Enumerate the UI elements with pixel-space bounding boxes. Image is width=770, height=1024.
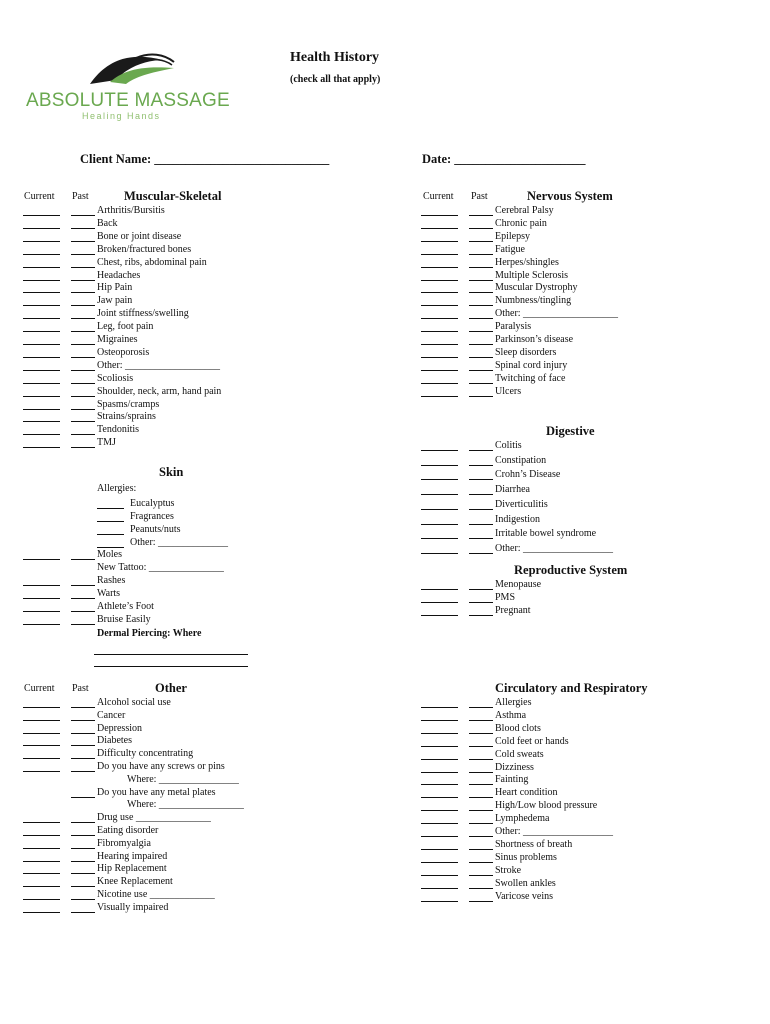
current-checkbox-blank[interactable]	[23, 421, 60, 422]
condition-label: Epilepsy	[495, 230, 530, 242]
past-checkbox-blank[interactable]	[71, 434, 95, 435]
past-checkbox-blank[interactable]	[71, 228, 95, 229]
section-title-musculoskeletal: Muscular-Skeletal	[124, 189, 222, 203]
past-checkbox-blank[interactable]	[469, 759, 493, 760]
current-checkbox-blank[interactable]	[421, 553, 458, 554]
condition-label: Do you have any screws or pins	[97, 761, 225, 772]
condition-label: Diverticulitis	[495, 498, 548, 510]
condition-label: Spasms/cramps	[97, 398, 160, 410]
condition-label: Cold feet or hands	[495, 735, 569, 747]
current-checkbox-blank[interactable]	[421, 759, 458, 760]
condition-label: Where: _________________	[127, 799, 244, 811]
past-checkbox-blank[interactable]	[71, 305, 95, 306]
current-checkbox-blank[interactable]	[23, 771, 60, 772]
condition-label: Bone or joint disease	[97, 230, 182, 242]
condition-label: Multiple Sclerosis	[495, 269, 569, 281]
past-checkbox-blank[interactable]	[469, 733, 493, 734]
current-checkbox-blank[interactable]	[421, 509, 458, 510]
current-checkbox-blank[interactable]	[23, 835, 60, 836]
past-checkbox-blank[interactable]	[71, 886, 95, 887]
current-checkbox-blank[interactable]	[421, 849, 458, 850]
condition-label: Blood clots	[495, 722, 541, 734]
past-checkbox-blank[interactable]	[469, 465, 493, 466]
current-checkbox-blank[interactable]	[23, 370, 60, 371]
allergy-label: Other: ______________	[130, 537, 229, 548]
past-checkbox-blank[interactable]	[71, 624, 95, 625]
condition-label: PMS	[495, 591, 516, 603]
current-checkbox-blank[interactable]	[23, 318, 60, 319]
condition-label: Difficulty concentrating	[97, 748, 194, 760]
piercing-blank-1[interactable]	[94, 654, 248, 655]
current-checkbox-blank[interactable]	[23, 305, 60, 306]
condition-label: Athlete’s Foot	[97, 601, 154, 612]
past-checkbox-blank[interactable]	[469, 810, 493, 811]
past-checkbox-blank[interactable]	[469, 849, 493, 850]
current-checkbox-blank[interactable]	[23, 848, 60, 849]
past-checkbox-blank[interactable]	[71, 344, 95, 345]
condition-label: Numbness/tingling	[495, 295, 572, 307]
past-checkbox-blank[interactable]	[71, 383, 95, 384]
current-checkbox-blank[interactable]	[421, 524, 458, 525]
current-checkbox-blank[interactable]	[23, 559, 60, 560]
current-checkbox-blank[interactable]	[421, 465, 458, 466]
condition-label: Diarrhea	[495, 484, 530, 496]
dermal-piercing-label: Dermal Piercing: Where	[97, 628, 202, 639]
allergy-label: Peanuts/nuts	[130, 524, 181, 535]
past-checkbox-blank[interactable]	[469, 494, 493, 495]
current-checkbox-blank[interactable]	[421, 241, 458, 242]
condition-label: Leg, foot pain	[97, 321, 154, 333]
current-checkbox-blank[interactable]	[421, 810, 458, 811]
past-checkbox-blank[interactable]	[469, 836, 493, 837]
condition-label: Asthma	[495, 709, 527, 721]
condition-label: Bruise Easily	[97, 614, 151, 625]
condition-label: Lymphedema	[495, 813, 550, 825]
past-checkbox-blank[interactable]	[469, 344, 493, 345]
condition-label: Constipation	[495, 454, 547, 466]
past-checkbox-blank[interactable]	[469, 254, 493, 255]
current-checkbox-blank[interactable]	[23, 707, 60, 708]
current-checkbox-blank[interactable]	[23, 912, 60, 913]
condition-label: Cancer	[97, 709, 126, 721]
condition-label: Herpes/shingles	[495, 256, 559, 268]
current-checkbox-blank[interactable]	[421, 292, 458, 293]
condition-label: Colitis	[495, 440, 522, 451]
past-checkbox-blank[interactable]	[469, 823, 493, 824]
current-checkbox-blank[interactable]	[23, 215, 60, 216]
current-checkbox-blank[interactable]	[421, 888, 458, 889]
current-checkbox-blank[interactable]	[421, 357, 458, 358]
condition-label: Indigestion	[495, 513, 540, 525]
current-checkbox-blank[interactable]	[23, 280, 60, 281]
condition-label: Other: ___________________	[495, 308, 619, 320]
current-checkbox-blank[interactable]	[421, 707, 458, 708]
current-column-header: Current	[24, 683, 55, 694]
past-checkbox-blank[interactable]	[469, 318, 493, 319]
condition-label: Diabetes	[97, 735, 132, 747]
past-checkbox-blank[interactable]	[469, 797, 493, 798]
past-checkbox-blank[interactable]	[71, 370, 95, 371]
condition-label: Dizziness	[495, 761, 534, 773]
section-title-nervous-system: Nervous System	[527, 189, 613, 203]
condition-label: Allergies	[495, 697, 532, 708]
current-checkbox-blank[interactable]	[421, 602, 458, 603]
condition-label: Eating disorder	[97, 825, 159, 836]
current-checkbox-blank[interactable]	[23, 886, 60, 887]
current-checkbox-blank[interactable]	[23, 861, 60, 862]
current-checkbox-blank[interactable]	[23, 611, 60, 612]
condition-label: Depression	[97, 722, 142, 734]
company-logo	[26, 50, 230, 125]
past-checkbox-blank[interactable]	[469, 589, 493, 590]
condition-label: Tendonitis	[97, 424, 140, 436]
current-checkbox-blank[interactable]	[23, 396, 60, 397]
past-checkbox-blank[interactable]	[469, 615, 493, 616]
condition-label: Shoulder, neck, arm, hand pain	[97, 385, 222, 397]
condition-label: Jaw pain	[97, 295, 133, 307]
allergies-label: Allergies:	[97, 483, 137, 494]
section-title-skin: Skin	[159, 465, 184, 479]
current-checkbox-blank[interactable]	[421, 862, 458, 863]
current-checkbox-blank[interactable]	[23, 720, 60, 721]
past-checkbox-blank[interactable]	[469, 707, 493, 708]
past-checkbox-blank[interactable]	[71, 215, 95, 216]
current-checkbox-blank[interactable]	[421, 318, 458, 319]
section-title-circulatory: Circulatory and Respiratory	[495, 681, 648, 695]
past-checkbox-blank[interactable]	[71, 409, 95, 410]
past-checkbox-blank[interactable]	[469, 280, 493, 281]
condition-label: Chronic pain	[495, 217, 547, 229]
condition-label: Scoliosis	[97, 372, 134, 384]
current-checkbox-blank[interactable]	[23, 344, 60, 345]
date-field[interactable]: Date: _____________________	[422, 152, 586, 166]
current-checkbox-blank[interactable]	[421, 875, 458, 876]
current-checkbox-blank[interactable]	[421, 589, 458, 590]
current-checkbox-blank[interactable]	[23, 254, 60, 255]
condition-label: Moles	[97, 549, 122, 560]
past-checkbox-blank[interactable]	[71, 421, 95, 422]
past-checkbox-blank[interactable]	[71, 899, 95, 900]
section-title-reproductive: Reproductive System	[514, 563, 628, 577]
condition-label: Hip Replacement	[97, 863, 167, 875]
past-checkbox-blank[interactable]	[71, 267, 95, 268]
current-checkbox-blank[interactable]	[421, 280, 458, 281]
current-checkbox-blank[interactable]	[421, 228, 458, 229]
allergy-label: Eucalyptus	[130, 498, 175, 509]
past-checkbox-blank[interactable]	[469, 784, 493, 785]
past-checkbox-blank[interactable]	[71, 720, 95, 721]
current-checkbox-blank[interactable]	[23, 383, 60, 384]
past-checkbox-blank[interactable]	[469, 538, 493, 539]
condition-label: Joint stiffness/swelling	[97, 308, 189, 320]
past-checkbox-blank[interactable]	[469, 720, 493, 721]
past-checkbox-blank[interactable]	[469, 509, 493, 510]
condition-label: Other: __________________	[495, 826, 614, 837]
past-checkbox-blank[interactable]	[469, 553, 493, 554]
current-checkbox-blank[interactable]	[23, 331, 60, 332]
condition-label: Pregnant	[495, 604, 531, 616]
page-title: Health History	[290, 50, 380, 65]
current-checkbox-blank[interactable]	[23, 822, 60, 823]
condition-label: Chest, ribs, abdominal pain	[97, 256, 207, 268]
condition-label: Hip Pain	[97, 282, 133, 294]
past-checkbox-blank[interactable]	[469, 862, 493, 863]
condition-label: Irritable bowel syndrome	[495, 528, 597, 540]
current-checkbox-blank[interactable]	[421, 215, 458, 216]
condition-label: Nicotine use _____________	[97, 889, 215, 900]
past-checkbox-blank[interactable]	[71, 912, 95, 913]
current-checkbox-blank[interactable]	[23, 873, 60, 874]
condition-label: Hearing impaired	[97, 850, 168, 862]
current-checkbox-blank[interactable]	[421, 772, 458, 773]
current-checkbox-blank[interactable]	[421, 450, 458, 451]
current-checkbox-blank[interactable]	[421, 746, 458, 747]
condition-label: Broken/fractured bones	[97, 243, 192, 255]
past-checkbox-blank[interactable]	[71, 771, 95, 772]
current-checkbox-blank[interactable]	[23, 409, 60, 410]
past-checkbox-blank[interactable]	[469, 396, 493, 397]
condition-label: Sleep disorders	[495, 346, 557, 358]
current-checkbox-blank[interactable]	[421, 784, 458, 785]
condition-label: Ulcers	[495, 385, 522, 397]
past-checkbox-blank[interactable]	[71, 559, 95, 560]
past-checkbox-blank[interactable]	[71, 598, 95, 599]
condition-label: Varicose veins	[495, 890, 554, 902]
past-checkbox-blank[interactable]	[71, 292, 95, 293]
condition-label: Muscular Dystrophy	[495, 282, 578, 294]
past-checkbox-blank[interactable]	[71, 745, 95, 746]
past-checkbox-blank[interactable]	[469, 267, 493, 268]
past-checkbox-blank[interactable]	[469, 228, 493, 229]
condition-label: Cerebral Palsy	[495, 205, 554, 216]
current-checkbox-blank[interactable]	[23, 267, 60, 268]
past-checkbox-blank[interactable]	[469, 370, 493, 371]
logo-tagline: Healing Hands	[82, 111, 161, 121]
condition-label: Menopause	[495, 579, 542, 590]
past-checkbox-blank[interactable]	[469, 479, 493, 480]
condition-label: Spinal cord injury	[495, 359, 568, 371]
past-checkbox-blank[interactable]	[71, 733, 95, 734]
past-checkbox-blank[interactable]	[71, 797, 95, 798]
condition-label: New Tattoo: _______________	[97, 562, 224, 573]
past-checkbox-blank[interactable]	[469, 241, 493, 242]
condition-label: High/Low blood pressure	[495, 800, 598, 812]
condition-label: Other: ___________________	[97, 359, 221, 371]
condition-label: Fibromyalgia	[97, 837, 151, 849]
past-checkbox-blank[interactable]	[71, 848, 95, 849]
past-checkbox-blank[interactable]	[469, 383, 493, 384]
past-checkbox-blank[interactable]	[71, 447, 95, 448]
past-checkbox-blank[interactable]	[71, 835, 95, 836]
condition-label: TMJ	[97, 437, 116, 449]
past-checkbox-blank[interactable]	[469, 875, 493, 876]
past-checkbox-blank[interactable]	[71, 331, 95, 332]
condition-label: Strains/sprains	[97, 411, 156, 423]
past-checkbox-blank[interactable]	[469, 357, 493, 358]
current-checkbox-blank[interactable]	[421, 901, 458, 902]
current-checkbox-blank[interactable]	[421, 479, 458, 480]
current-checkbox-blank[interactable]	[421, 615, 458, 616]
condition-label: Other: __________________	[495, 542, 614, 554]
past-checkbox-blank[interactable]	[469, 602, 493, 603]
current-checkbox-blank[interactable]	[23, 228, 60, 229]
condition-label: Crohn’s Disease	[495, 469, 561, 481]
current-checkbox-blank[interactable]	[23, 585, 60, 586]
condition-label: Parkinson’s disease	[495, 334, 574, 345]
condition-label: Cold sweats	[495, 748, 544, 760]
condition-label: Drug use _______________	[97, 812, 211, 824]
past-checkbox-blank[interactable]	[71, 280, 95, 281]
past-checkbox-blank[interactable]	[469, 292, 493, 293]
current-checkbox-blank[interactable]	[23, 447, 60, 448]
current-checkbox-blank[interactable]	[421, 383, 458, 384]
condition-label: Knee Replacement	[97, 876, 173, 888]
past-checkbox-blank[interactable]	[71, 611, 95, 612]
current-checkbox-blank[interactable]	[23, 598, 60, 599]
past-checkbox-blank[interactable]	[469, 215, 493, 216]
past-column-header: Past	[72, 191, 89, 202]
past-checkbox-blank[interactable]	[469, 901, 493, 902]
current-checkbox-blank[interactable]	[23, 745, 60, 746]
condition-label: Fainting	[495, 774, 529, 786]
condition-label: Visually impaired	[97, 901, 169, 913]
condition-label: Do you have any metal plates	[97, 786, 216, 798]
past-checkbox-blank[interactable]	[71, 254, 95, 255]
past-checkbox-blank[interactable]	[469, 450, 493, 451]
piercing-blank-2[interactable]	[94, 666, 248, 667]
section-title-digestive: Digestive	[546, 424, 595, 438]
condition-label: Where: ________________	[127, 773, 239, 785]
condition-label: Arthritis/Bursitis	[97, 205, 165, 216]
current-checkbox-blank[interactable]	[23, 624, 60, 625]
current-checkbox-blank[interactable]	[421, 267, 458, 268]
current-checkbox-blank[interactable]	[23, 434, 60, 435]
past-column-header: Past	[72, 683, 89, 694]
current-checkbox-blank[interactable]	[23, 899, 60, 900]
condition-label: Back	[97, 217, 118, 229]
current-checkbox-blank[interactable]	[421, 733, 458, 734]
current-checkbox-blank[interactable]	[421, 823, 458, 824]
client-name-field[interactable]: Client Name: ____________________________	[80, 152, 330, 166]
section-title-other: Other	[155, 681, 187, 695]
current-checkbox-blank[interactable]	[421, 797, 458, 798]
condition-label: Sinus problems	[495, 851, 557, 863]
current-checkbox-blank[interactable]	[421, 331, 458, 332]
past-checkbox-blank[interactable]	[469, 746, 493, 747]
current-checkbox-blank[interactable]	[421, 254, 458, 255]
condition-label: Headaches	[97, 269, 141, 281]
condition-label: Warts	[97, 588, 121, 599]
past-checkbox-blank[interactable]	[71, 585, 95, 586]
past-column-header: Past	[471, 191, 488, 202]
condition-label: Swollen ankles	[495, 877, 556, 889]
condition-label: Fatigue	[495, 243, 525, 255]
allergy-label: Fragrances	[130, 511, 174, 522]
past-checkbox-blank[interactable]	[71, 873, 95, 874]
current-checkbox-blank[interactable]	[23, 241, 60, 242]
current-checkbox-blank[interactable]	[421, 344, 458, 345]
condition-label: Alcohol social use	[97, 697, 171, 708]
past-checkbox-blank[interactable]	[469, 305, 493, 306]
current-column-header: Current	[423, 191, 454, 202]
past-checkbox-blank[interactable]	[71, 758, 95, 759]
condition-label: Osteoporosis	[97, 346, 150, 358]
condition-label: Paralysis	[495, 321, 532, 333]
logo-brand-text: ABSOLUTE MASSAGE	[26, 90, 230, 111]
condition-label: Twitching of face	[495, 372, 566, 384]
past-checkbox-blank[interactable]	[469, 524, 493, 525]
past-checkbox-blank[interactable]	[71, 241, 95, 242]
current-checkbox-blank[interactable]	[421, 370, 458, 371]
hand-swoosh-icon	[88, 50, 178, 90]
condition-label: Stroke	[495, 864, 522, 876]
current-checkbox-blank[interactable]	[421, 396, 458, 397]
past-checkbox-blank[interactable]	[71, 357, 95, 358]
current-checkbox-blank[interactable]	[23, 758, 60, 759]
current-checkbox-blank[interactable]	[421, 720, 458, 721]
past-checkbox-blank[interactable]	[71, 822, 95, 823]
condition-label: Rashes	[97, 575, 126, 586]
current-column-header: Current	[24, 191, 55, 202]
current-checkbox-blank[interactable]	[421, 836, 458, 837]
past-checkbox-blank[interactable]	[469, 888, 493, 889]
past-checkbox-blank[interactable]	[71, 707, 95, 708]
past-checkbox-blank[interactable]	[71, 318, 95, 319]
past-checkbox-blank[interactable]	[469, 331, 493, 332]
past-checkbox-blank[interactable]	[71, 396, 95, 397]
allergy-checkbox-blank[interactable]	[97, 521, 124, 522]
condition-label: Heart condition	[495, 787, 558, 799]
current-checkbox-blank[interactable]	[23, 733, 60, 734]
current-checkbox-blank[interactable]	[421, 494, 458, 495]
current-checkbox-blank[interactable]	[421, 305, 458, 306]
page-subtitle: (check all that apply)	[290, 74, 381, 85]
current-checkbox-blank[interactable]	[421, 538, 458, 539]
past-checkbox-blank[interactable]	[469, 772, 493, 773]
condition-label: Shortness of breath	[495, 838, 573, 850]
allergy-checkbox-blank[interactable]	[97, 534, 124, 535]
current-checkbox-blank[interactable]	[23, 357, 60, 358]
current-checkbox-blank[interactable]	[23, 292, 60, 293]
past-checkbox-blank[interactable]	[71, 861, 95, 862]
condition-label: Migraines	[97, 334, 138, 345]
allergy-checkbox-blank[interactable]	[97, 508, 124, 509]
